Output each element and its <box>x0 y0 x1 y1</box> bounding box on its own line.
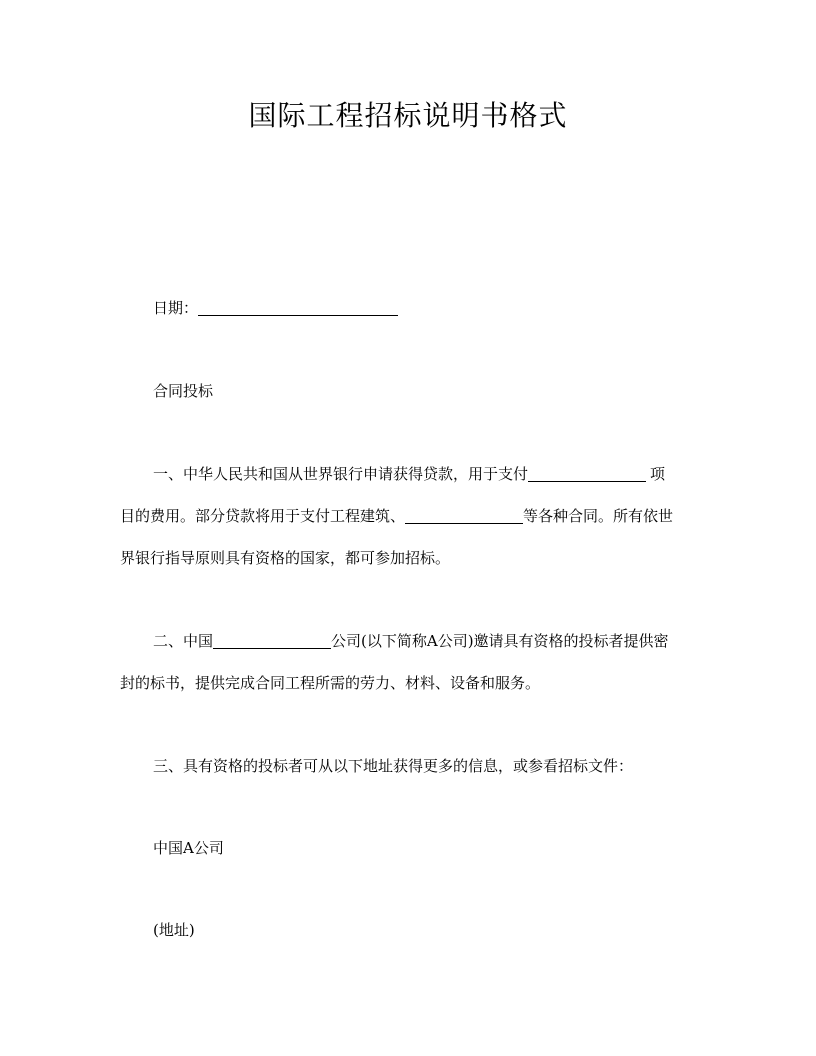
para2-line1-end: 公司(以下简称A公司)邀请具有资格的投标者提供密 <box>331 632 669 650</box>
para1-line3: 界银行指导原则具有资格的国家，都可参加招标。 <box>120 549 451 567</box>
para2-line1 <box>153 630 733 652</box>
para2-line2: 封的标书，提供完成合同工程所需的劳力、材料、设备和服务。 <box>120 674 541 692</box>
document-title: 国际工程招标说明书格式 <box>248 99 568 132</box>
para3-line1: 三、具有资格的投标者可从以下地址获得更多的信息，或参看招标文件： <box>153 757 634 775</box>
date-line <box>153 297 733 319</box>
para1-line2-text: 目的费用。部分贷款将用于支付工程建筑、 <box>120 507 406 525</box>
para1-line2 <box>120 505 700 527</box>
date-blank <box>198 299 398 316</box>
project-name-blank <box>528 465 646 482</box>
para2-line1-text: 二、中国 <box>153 632 214 650</box>
para1-line1 <box>153 463 733 485</box>
contract-type-blank <box>405 507 523 524</box>
company-name: 中国A公司 <box>153 839 224 857</box>
date-label: 日期： <box>153 299 199 317</box>
address-placeholder: (地址) <box>153 921 195 939</box>
company-name-blank <box>213 632 331 649</box>
section-heading: 合同投标 <box>153 382 214 400</box>
para1-line2-end: 等各种合同。所有依世 <box>523 507 674 525</box>
para1-line1-end: 项 <box>650 465 666 483</box>
para1-line1-text: 一、中华人民共和国从世界银行申请获得贷款，用于支付 <box>153 465 529 483</box>
